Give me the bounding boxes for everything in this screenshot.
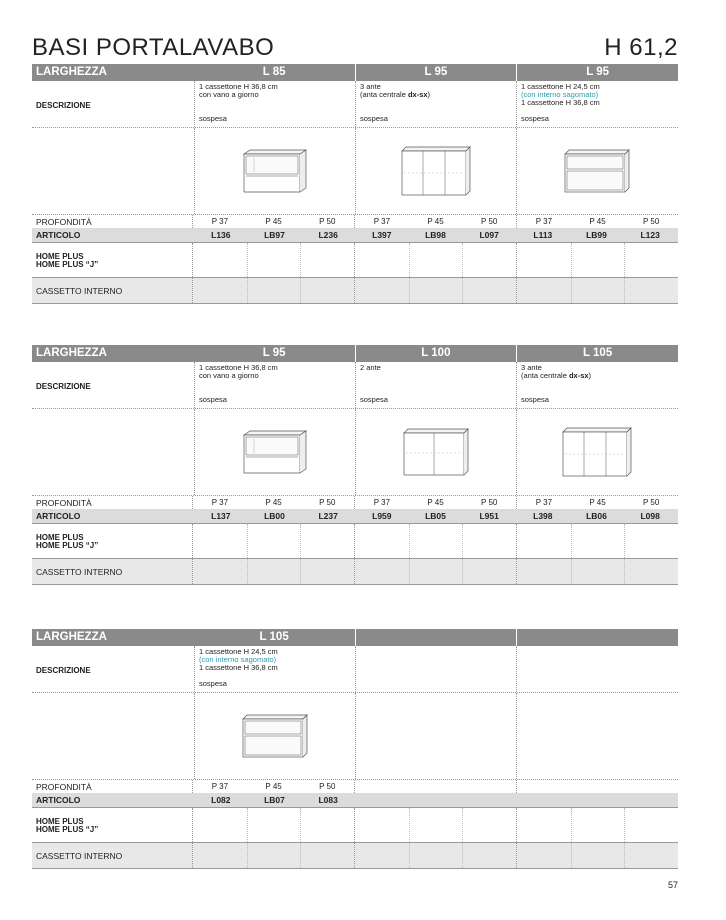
width-value: L 95 — [586, 66, 610, 78]
depth-value: P 37 — [373, 217, 391, 226]
mount-type: sospesa — [199, 395, 227, 404]
image-cell — [194, 409, 355, 495]
larghezza-label: LARGHEZZA — [36, 347, 107, 359]
depth-value: P 50 — [319, 498, 336, 507]
depth-value: P 45 — [265, 498, 282, 507]
depth-value: P 50 — [319, 217, 336, 226]
depth-value: P 45 — [427, 217, 444, 226]
three-door-cabinet-icon — [398, 143, 474, 199]
image-cell — [355, 128, 516, 214]
article-code: L082 — [211, 795, 231, 805]
two-drawer-cabinet-icon — [239, 711, 311, 761]
depth-value: P 37 — [535, 217, 553, 226]
table-block — [32, 345, 678, 585]
articolo-label: ARTICOLO — [36, 795, 81, 805]
description-row — [32, 646, 678, 692]
description-cell — [516, 81, 677, 127]
depth-value: P 45 — [265, 217, 282, 226]
depth-value: P 45 — [589, 498, 606, 507]
width-value: L 85 — [262, 66, 286, 78]
description-row — [32, 81, 678, 127]
table-block — [32, 64, 678, 304]
image-cell — [516, 693, 677, 779]
description-note: (con interno sagomato) — [521, 90, 599, 99]
description-note: (con interno sagomato) — [199, 655, 277, 664]
depth-row — [32, 214, 678, 228]
width-header-row — [32, 64, 678, 81]
mount-type: sospesa — [199, 114, 227, 123]
larghezza-label: LARGHEZZA — [36, 631, 107, 643]
description-cell — [516, 646, 677, 692]
image-cell — [516, 409, 677, 495]
article-code: L113 — [533, 230, 553, 240]
description-line: 2 ante — [360, 363, 381, 372]
mount-type: sospesa — [360, 114, 388, 123]
article-code: LB07 — [264, 795, 285, 805]
article-code: L398 — [533, 511, 553, 521]
cassetto-label: CASSETTO INTERNO — [36, 285, 123, 296]
article-code: LB05 — [425, 511, 446, 521]
mount-type: sospesa — [360, 395, 388, 404]
height-label: H 61,2 — [604, 34, 678, 61]
description-line: (anta centrale dx-sx) — [360, 90, 431, 99]
table-block — [32, 629, 678, 869]
cassetto-row — [32, 277, 678, 304]
depth-value: P 50 — [319, 782, 336, 791]
article-code: LB99 — [586, 230, 607, 240]
image-cell — [516, 128, 677, 214]
article-code — [623, 793, 677, 807]
description-cell — [194, 362, 355, 408]
article-code: L951 — [479, 511, 499, 521]
description-row — [32, 362, 678, 408]
article-code: L397 — [372, 230, 392, 240]
articolo-label: ARTICOLO — [36, 230, 81, 240]
mount-type: sospesa — [199, 679, 227, 688]
articolo-label: ARTICOLO — [36, 511, 81, 521]
image-cell — [194, 128, 355, 214]
description-line: 1 cassettone H 36,8 cm — [199, 363, 278, 372]
description-cell — [355, 646, 516, 692]
mount-type: sospesa — [521, 395, 549, 404]
image-cell — [355, 409, 516, 495]
article-code: LB97 — [264, 230, 285, 240]
image-cell — [194, 693, 355, 779]
depth-value: P 50 — [481, 217, 498, 226]
description-cell — [355, 81, 516, 127]
three-door-cabinet-icon — [559, 424, 635, 480]
article-code: L137 — [211, 511, 231, 521]
open-shelf-cabinet-icon — [240, 146, 310, 196]
larghezza-label: LARGHEZZA — [36, 66, 107, 78]
depth-value: P 37 — [211, 782, 229, 791]
description-line: con vano a giorno — [199, 90, 259, 99]
article-row — [32, 793, 678, 807]
description-line: 1 cassettone H 36,8 cm — [199, 82, 278, 91]
article-row — [32, 509, 678, 523]
article-code — [462, 793, 516, 807]
descrizione-label: DESCRIZIONE — [36, 100, 91, 110]
width-header-cell — [194, 64, 355, 81]
depth-value — [517, 780, 571, 793]
depth-value: P 45 — [265, 782, 282, 791]
width-header-cell — [355, 64, 517, 81]
article-code: LB98 — [425, 230, 446, 240]
article-code: L236 — [318, 230, 338, 240]
width-header-cell — [194, 345, 355, 362]
article-row — [32, 228, 678, 242]
image-row — [32, 408, 678, 495]
mount-type: sospesa — [521, 114, 549, 123]
home-plus-row — [32, 523, 678, 558]
depth-value: P 50 — [643, 498, 660, 507]
article-code — [516, 793, 570, 807]
width-header-row — [32, 345, 678, 362]
description-line: 1 cassettone H 24,5 cm — [199, 647, 278, 656]
image-row — [32, 127, 678, 214]
home-plus-label: HOME PLUS HOME PLUS “J” — [36, 817, 99, 834]
description-cell — [194, 81, 355, 127]
description-cell — [516, 362, 677, 408]
image-row — [32, 692, 678, 779]
two-drawer-cabinet-icon — [561, 146, 633, 196]
article-code — [355, 793, 409, 807]
width-value: L 95 — [262, 347, 286, 359]
descrizione-label: DESCRIZIONE — [36, 665, 91, 675]
width-header-row — [32, 629, 678, 646]
width-value: L 105 — [259, 631, 289, 643]
profondita-label: PROFONDITÀ — [36, 497, 92, 508]
profondita-label: PROFONDITÀ — [36, 216, 92, 227]
home-plus-label: HOME PLUS HOME PLUS “J” — [36, 533, 99, 550]
two-door-cabinet-icon — [400, 425, 472, 479]
open-shelf-cabinet-icon — [240, 427, 310, 477]
cassetto-row — [32, 842, 678, 869]
profondita-label: PROFONDITÀ — [36, 781, 92, 792]
article-code — [570, 793, 624, 807]
width-value: L 100 — [421, 347, 451, 359]
article-code: L097 — [479, 230, 499, 240]
description-line: 3 ante — [521, 363, 542, 372]
cassetto-row — [32, 558, 678, 585]
article-code: L136 — [211, 230, 231, 240]
cassetto-label: CASSETTO INTERNO — [36, 850, 123, 861]
width-value: L 95 — [424, 66, 448, 78]
depth-value: P 37 — [535, 498, 553, 507]
article-code: L237 — [318, 511, 338, 521]
page-number: 57 — [667, 880, 678, 890]
article-code: L959 — [372, 511, 392, 521]
article-code: L098 — [640, 511, 660, 521]
depth-value — [355, 780, 409, 793]
home-plus-row — [32, 242, 678, 277]
depth-row — [32, 779, 678, 793]
width-header-cell — [194, 629, 355, 646]
description-line: 1 cassettone H 36,8 cm — [521, 98, 600, 107]
depth-value: P 45 — [589, 217, 606, 226]
description-line: (anta centrale dx-sx) — [521, 371, 592, 380]
width-header-cell — [516, 629, 678, 646]
width-value: L 105 — [583, 347, 613, 359]
description-line: 1 cassettone H 24,5 cm — [521, 82, 600, 91]
depth-value: P 37 — [211, 498, 229, 507]
home-plus-label: HOME PLUS HOME PLUS “J” — [36, 252, 99, 269]
depth-value — [624, 780, 678, 793]
cassetto-label: CASSETTO INTERNO — [36, 566, 123, 577]
depth-value: P 50 — [481, 498, 498, 507]
width-header-cell — [355, 345, 517, 362]
width-header-cell — [516, 345, 678, 362]
description-cell — [355, 362, 516, 408]
width-header-cell — [355, 629, 517, 646]
image-cell — [355, 693, 516, 779]
depth-value — [571, 780, 625, 793]
article-code — [409, 793, 463, 807]
depth-value: P 45 — [427, 498, 444, 507]
article-code: L083 — [318, 795, 338, 805]
depth-value — [409, 780, 463, 793]
description-line: 3 ante — [360, 82, 381, 91]
description-line: con vano a giorno — [199, 371, 259, 380]
page-title: BASI PORTALAVABO — [32, 34, 275, 61]
depth-value: P 50 — [643, 217, 660, 226]
width-header-cell — [516, 64, 678, 81]
article-code: LB06 — [586, 511, 607, 521]
depth-value: P 37 — [211, 217, 229, 226]
depth-value: P 37 — [373, 498, 391, 507]
description-line: 1 cassettone H 36,8 cm — [199, 663, 278, 672]
depth-row — [32, 495, 678, 509]
article-code: L123 — [640, 230, 660, 240]
descrizione-label: DESCRIZIONE — [36, 381, 91, 391]
home-plus-row — [32, 807, 678, 842]
article-code: LB00 — [264, 511, 285, 521]
description-cell — [194, 646, 355, 692]
depth-value — [462, 780, 516, 793]
